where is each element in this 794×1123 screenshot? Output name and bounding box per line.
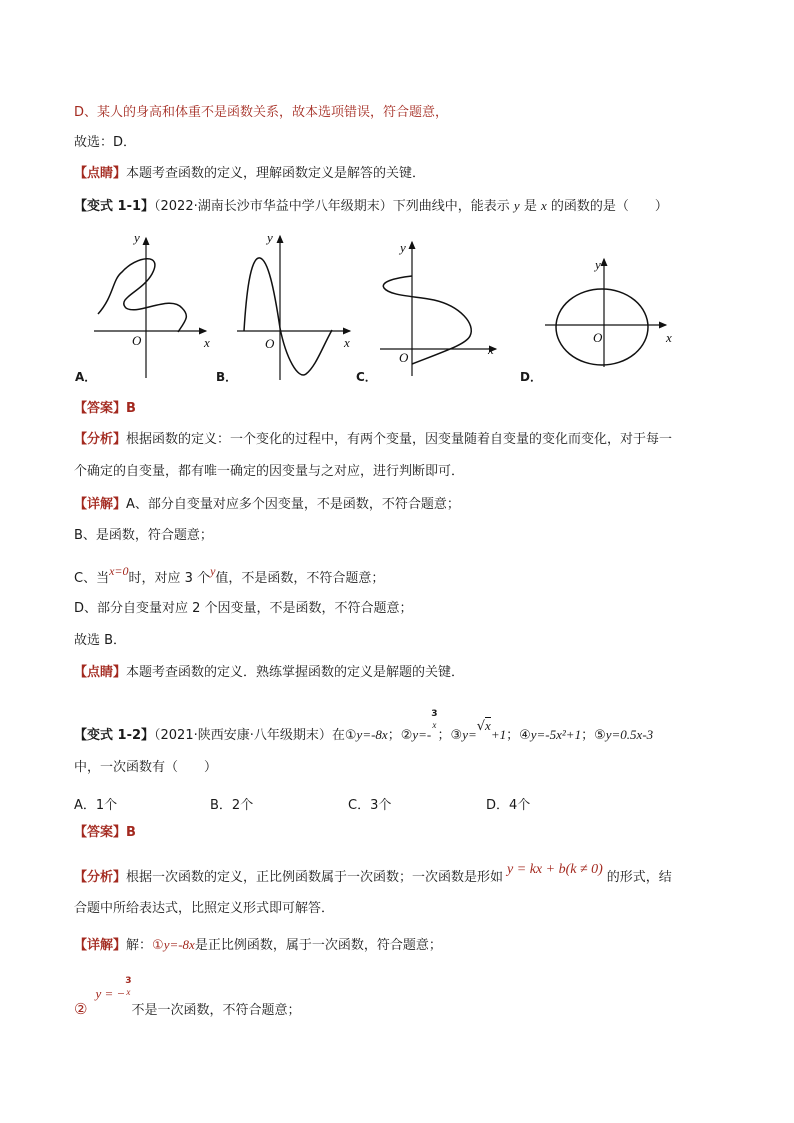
expr-1: y=-8x	[163, 937, 195, 952]
option-d: D．4个	[486, 798, 531, 813]
x-axis-label: x	[488, 342, 494, 357]
math-y: y	[210, 564, 216, 578]
variant-tag: 【变式 1-1】	[74, 199, 155, 214]
analysis-text: 的形式，结	[606, 870, 672, 885]
analysis-tag: 【分析】	[74, 870, 127, 885]
circled-4: ④	[519, 728, 531, 743]
separator: ；	[581, 728, 595, 743]
detail-line-1	[74, 936, 442, 955]
option-d-explanation: D、某人的身高和体重不是函数关系，故本选项错误，符合题意，	[74, 105, 449, 120]
dianjing-line-1	[74, 165, 425, 183]
choice-text: 故选：D．	[74, 135, 137, 150]
option-c: C．3个	[348, 798, 392, 813]
choice-line	[74, 134, 136, 152]
fraction-denominator: x	[126, 987, 131, 997]
answer-line-2	[74, 824, 136, 842]
var-x: x	[540, 198, 547, 213]
circled-2: ②	[400, 728, 413, 743]
radicand: x	[485, 718, 491, 733]
x-axis-label: x	[666, 330, 672, 345]
separator: ；	[437, 728, 451, 743]
expr-5: y=0.5x-3	[605, 727, 654, 742]
figure-b-label: B．	[216, 370, 238, 384]
detail-tag: 【详解】	[74, 497, 127, 512]
variant-source: （2022·湖南长沙市华益中学八年级期末）	[154, 199, 393, 214]
variant-1-1-question	[74, 197, 668, 216]
detail-line-2	[74, 976, 301, 1022]
y-axis-label: y	[134, 230, 140, 245]
detail-text: C、当	[74, 571, 110, 586]
expr-2-math: y = −	[95, 986, 126, 1001]
figure-a-graph	[86, 228, 216, 382]
variant-source: （2021·陕西安康·八年级期末）	[154, 728, 332, 743]
y-axis-label: y	[267, 230, 273, 245]
detail-text: 值，不是函数，不符合题意；	[215, 571, 385, 586]
dianjing-text: 本题考查函数的定义，理解函数定义是解答的关键．	[126, 166, 426, 181]
sqrt-expression: √x	[476, 718, 491, 734]
choice-line-2: 故选 B．	[74, 633, 127, 648]
figure-d-label: D．	[520, 370, 542, 384]
detail-line-c	[74, 564, 385, 588]
analysis-line-4: 合题中所给表达式，比照定义形式即可解答．	[74, 901, 335, 916]
origin-label: O	[399, 350, 409, 365]
origin-label: O	[593, 330, 603, 345]
circled-5: ⑤	[594, 728, 606, 743]
analysis-text: 根据函数的定义：一个变化的过程中，有两个变量，因变量随着自变量的变化而变化，对于每一	[126, 432, 673, 447]
variant-tag: 【变式 1-2】	[74, 728, 155, 743]
math-x-equals-0: x=0	[109, 564, 129, 578]
detail-line-b: B、是函数，符合题意；	[74, 528, 213, 543]
option-b: B．2个	[210, 798, 254, 813]
question-text: 下列曲线中，能表示	[392, 199, 510, 214]
analysis-line-3	[74, 862, 672, 887]
circled-3: ③	[450, 728, 463, 743]
analysis-line-1	[74, 431, 672, 449]
question-line-2: 中，一次函数有（ ）	[74, 760, 218, 775]
question-text: 在	[331, 728, 345, 743]
dianjing-line-2	[74, 664, 464, 682]
expr-2: y=-	[412, 727, 432, 742]
x-axis-label: x	[344, 335, 350, 350]
answer-value: B	[126, 825, 136, 840]
expr-1: y=-8x	[356, 727, 388, 742]
ellipse-curve	[556, 289, 648, 365]
detail-text: A、部分自变量对应多个因变量，不是函数，不符合题意；	[126, 497, 460, 512]
separator: ；	[506, 728, 520, 743]
expr-3-tail: +1	[490, 727, 507, 742]
x-axis-label: x	[204, 335, 210, 350]
curve	[98, 259, 186, 332]
circled-1: ①	[344, 728, 357, 743]
var-y: y	[513, 198, 520, 213]
analysis-line-2: 个确定的自变量，都有唯一确定的因变量与之对应，进行判断即可．	[74, 464, 465, 479]
dianjing-tag: 【点睛】	[74, 166, 127, 181]
detail-text: 解：	[126, 938, 153, 953]
analysis-text: 根据一次函数的定义，正比例函数属于一次函数；一次函数是形如	[126, 870, 504, 885]
linear-form-math: y = kx + b(k ≠ 0)	[507, 862, 603, 877]
option-a: A．1个	[74, 798, 118, 813]
answer-tag: 【答案】	[74, 825, 127, 840]
curve	[383, 276, 471, 364]
dianjing-tag: 【点睛】	[74, 665, 127, 680]
answer-tag: 【答案】	[74, 401, 127, 416]
detail-text: 不是一次函数，不符合题意；	[131, 1003, 301, 1018]
expr-3: y=	[462, 727, 477, 742]
question-text: 是	[523, 199, 537, 214]
detail-text: 时，对应 3 个	[128, 571, 211, 586]
question-text: 的函数的是（ ）	[550, 199, 668, 214]
dianjing-text: 本题考查函数的定义．熟练掌握函数的定义是解题的关键．	[126, 665, 465, 680]
figure-b-graph	[232, 228, 362, 382]
expr-4: y=-5x²+1	[530, 727, 582, 742]
detail-line-a	[74, 496, 460, 514]
fraction-numerator: 3	[125, 976, 132, 986]
figure-c-label: C．	[356, 370, 377, 384]
origin-label: O	[132, 333, 142, 348]
variant-1-2-question	[74, 709, 654, 747]
figure-c-graph	[378, 238, 508, 378]
detail-tag: 【详解】	[74, 938, 127, 953]
origin-label: O	[265, 336, 275, 351]
expr-2-fraction	[431, 709, 437, 731]
circled-2: ②	[74, 1000, 88, 1018]
answer-value: B	[126, 401, 136, 416]
fraction-denominator: x	[432, 720, 437, 730]
answer-line-1	[74, 400, 136, 418]
analysis-tag: 【分析】	[74, 432, 127, 447]
fraction-numerator: 3	[431, 709, 438, 719]
separator: ；	[387, 728, 401, 743]
curve	[244, 258, 332, 375]
figure-d-graph	[540, 255, 680, 375]
expr-2-math-fraction	[125, 976, 131, 998]
detail-line-d: D、部分自变量对应 2 个因变量，不是函数，不符合题意；	[74, 601, 413, 616]
figure-a-label: A．	[75, 370, 97, 384]
y-axis-label: y	[400, 240, 406, 255]
detail-text: 是正比例函数，属于一次函数，符合题意；	[194, 938, 442, 953]
circled-1: ①	[152, 938, 164, 953]
y-axis-label: y	[595, 257, 601, 272]
